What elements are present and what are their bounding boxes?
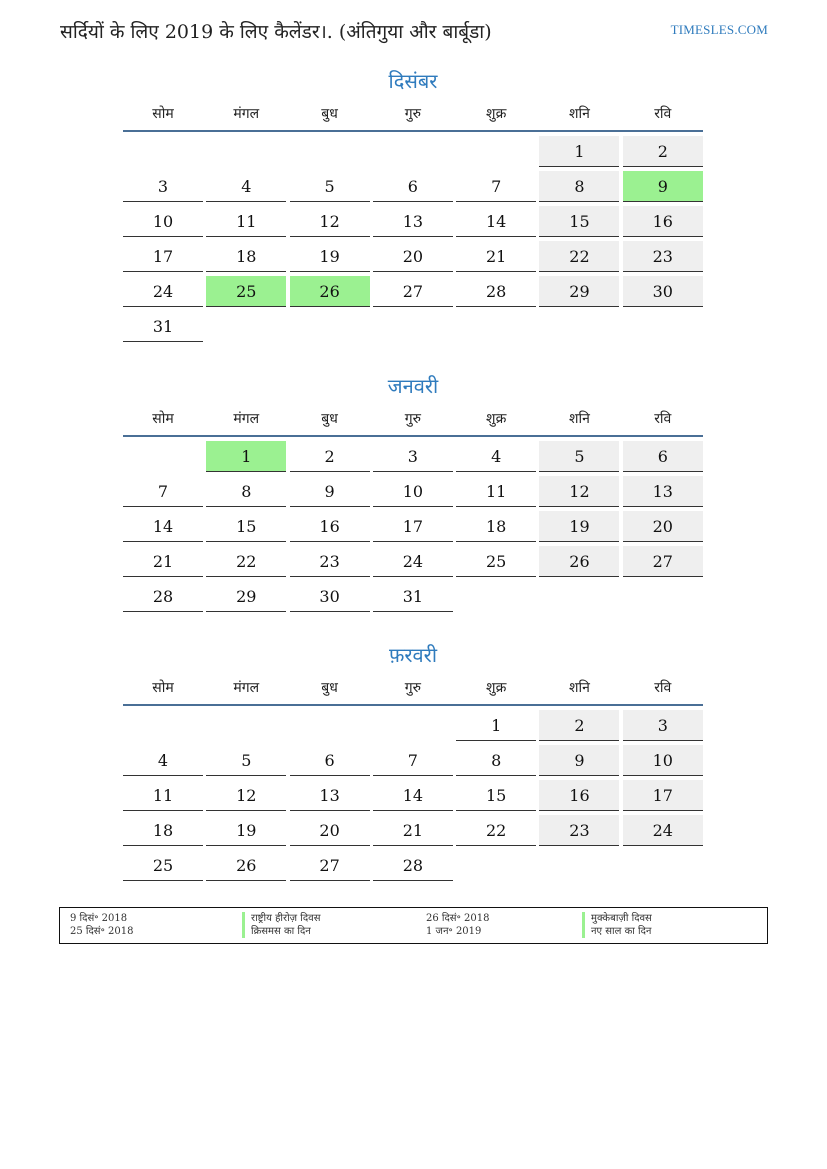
legend-date: 9 दिसं॰ 2018 [70, 913, 128, 924]
weekday-label: रवि [654, 411, 672, 427]
weekday-label: सोम [152, 106, 174, 122]
day-cell[interactable]: 25 [206, 276, 286, 307]
empty-cell [206, 136, 286, 167]
day-cell[interactable]: 9 [290, 476, 370, 507]
day-cell[interactable]: 9 [623, 171, 703, 202]
day-cell[interactable]: 9 [539, 745, 619, 776]
empty-cell [123, 441, 203, 472]
day-cell[interactable]: 7 [373, 745, 453, 776]
day-cell[interactable]: 24 [123, 276, 203, 307]
day-cell[interactable]: 14 [123, 511, 203, 542]
day-cell[interactable]: 31 [123, 311, 203, 342]
day-cell[interactable]: 16 [539, 780, 619, 811]
day-cell[interactable]: 24 [373, 546, 453, 577]
day-grid [123, 136, 703, 342]
empty-cell [206, 710, 286, 741]
brand-link[interactable]: TIMESLES.COM [670, 22, 768, 37]
day-cell[interactable]: 16 [623, 206, 703, 237]
day-cell[interactable]: 27 [373, 276, 453, 307]
day-cell[interactable]: 20 [373, 241, 453, 272]
day-cell[interactable]: 19 [539, 511, 619, 542]
weekday-label: शनि [569, 680, 590, 696]
day-cell[interactable]: 21 [123, 546, 203, 577]
day-cell[interactable]: 19 [206, 815, 286, 846]
empty-cell [123, 710, 203, 741]
empty-cell [290, 710, 370, 741]
weekday-label: शुक्र [486, 106, 507, 122]
day-cell[interactable]: 8 [206, 476, 286, 507]
day-cell[interactable]: 5 [539, 441, 619, 472]
legend-date: 25 दिसं॰ 2018 [70, 926, 134, 937]
weekday-label: रवि [654, 106, 672, 122]
weekday-label: शनि [569, 411, 590, 427]
weekday-label: गुरु [404, 106, 422, 122]
day-cell[interactable]: 12 [290, 206, 370, 237]
holiday-legend [59, 907, 768, 944]
day-cell[interactable]: 18 [456, 511, 536, 542]
day-cell[interactable]: 14 [373, 780, 453, 811]
day-cell[interactable]: 24 [623, 815, 703, 846]
weekday-label: शुक्र [486, 411, 507, 427]
day-cell[interactable]: 29 [539, 276, 619, 307]
empty-cell [373, 136, 453, 167]
weekday-label: मंगल [233, 680, 260, 696]
day-cell[interactable]: 5 [290, 171, 370, 202]
empty-cell [373, 710, 453, 741]
day-cell[interactable]: 26 [539, 546, 619, 577]
day-cell[interactable]: 27 [623, 546, 703, 577]
weekday-label: गुरु [404, 680, 422, 696]
day-cell[interactable]: 10 [123, 206, 203, 237]
weekday-header [123, 674, 703, 704]
day-cell[interactable]: 28 [373, 850, 453, 881]
day-cell[interactable]: 8 [456, 745, 536, 776]
day-cell[interactable]: 25 [123, 850, 203, 881]
empty-cell [290, 136, 370, 167]
day-cell[interactable]: 29 [206, 581, 286, 612]
day-cell[interactable]: 22 [456, 815, 536, 846]
day-cell[interactable]: 17 [123, 241, 203, 272]
day-cell[interactable]: 12 [539, 476, 619, 507]
legend-holiday-name: राष्ट्रीय हीरोज़ दिवस [242, 912, 321, 925]
day-grid [123, 441, 703, 612]
day-cell[interactable]: 28 [456, 276, 536, 307]
day-cell[interactable]: 21 [373, 815, 453, 846]
day-cell[interactable]: 6 [373, 171, 453, 202]
day-cell[interactable]: 22 [539, 241, 619, 272]
legend-holiday-name: नए साल का दिन [582, 925, 651, 938]
day-cell[interactable]: 15 [539, 206, 619, 237]
page-title: सर्दियों के लिए 2019 के लिए कैलेंडर।. (अंतिगुया और बार्बूडा) [60, 21, 492, 43]
day-cell[interactable]: 26 [290, 276, 370, 307]
day-cell[interactable]: 2 [623, 136, 703, 167]
month-title: जनवरी [387, 374, 439, 398]
weekday-header [123, 405, 703, 435]
empty-cell [123, 136, 203, 167]
day-cell[interactable]: 11 [206, 206, 286, 237]
day-cell[interactable]: 14 [456, 206, 536, 237]
weekday-label: सोम [152, 411, 174, 427]
day-cell[interactable]: 1 [539, 136, 619, 167]
day-cell[interactable]: 6 [290, 745, 370, 776]
day-cell[interactable]: 2 [539, 710, 619, 741]
day-cell[interactable]: 19 [290, 241, 370, 272]
day-cell[interactable]: 4 [123, 745, 203, 776]
month-february [123, 640, 703, 881]
day-cell[interactable]: 18 [123, 815, 203, 846]
day-cell[interactable]: 23 [290, 546, 370, 577]
legend-row [70, 912, 757, 925]
weekday-label: शुक्र [486, 680, 507, 696]
legend-holiday-name: क्रिसमस का दिन [242, 925, 311, 938]
day-cell[interactable]: 3 [373, 441, 453, 472]
header-divider [123, 130, 703, 132]
weekday-label: मंगल [233, 106, 260, 122]
empty-cell [456, 136, 536, 167]
day-cell[interactable]: 3 [123, 171, 203, 202]
weekday-label: मंगल [233, 411, 260, 427]
month-title: फ़रवरी [388, 643, 438, 667]
day-cell[interactable]: 17 [623, 780, 703, 811]
day-cell[interactable]: 12 [206, 780, 286, 811]
day-cell[interactable]: 7 [123, 476, 203, 507]
weekday-label: बुध [321, 106, 338, 122]
legend-holiday-name: मुक्केबाज़ी दिवस [582, 912, 652, 925]
day-cell[interactable]: 16 [290, 511, 370, 542]
day-cell[interactable]: 17 [373, 511, 453, 542]
month-title: दिसंबर [388, 69, 438, 93]
weekday-label: बुध [321, 411, 338, 427]
day-cell[interactable]: 26 [206, 850, 286, 881]
day-cell[interactable]: 5 [206, 745, 286, 776]
day-cell[interactable]: 20 [623, 511, 703, 542]
day-cell[interactable]: 4 [206, 171, 286, 202]
day-cell[interactable]: 11 [123, 780, 203, 811]
day-cell[interactable]: 27 [290, 850, 370, 881]
legend-date: 26 दिसं॰ 2018 [426, 913, 490, 924]
weekday-label: सोम [152, 680, 174, 696]
weekday-label: शनि [569, 106, 590, 122]
day-cell[interactable]: 4 [456, 441, 536, 472]
day-cell[interactable]: 1 [206, 441, 286, 472]
month-december [123, 66, 703, 342]
legend-row [70, 925, 757, 938]
day-cell[interactable]: 8 [539, 171, 619, 202]
weekday-label: गुरु [404, 411, 422, 427]
header-divider [123, 435, 703, 437]
day-cell[interactable]: 28 [123, 581, 203, 612]
day-grid [123, 710, 703, 881]
day-cell[interactable]: 13 [623, 476, 703, 507]
day-cell[interactable]: 10 [623, 745, 703, 776]
day-cell[interactable]: 21 [456, 241, 536, 272]
day-cell[interactable]: 18 [206, 241, 286, 272]
header-divider [123, 704, 703, 706]
day-cell[interactable]: 13 [373, 206, 453, 237]
day-cell[interactable]: 25 [456, 546, 536, 577]
day-cell[interactable]: 30 [290, 581, 370, 612]
day-cell[interactable]: 7 [456, 171, 536, 202]
weekday-label: रवि [654, 680, 672, 696]
day-cell[interactable]: 11 [456, 476, 536, 507]
day-cell[interactable]: 10 [373, 476, 453, 507]
day-cell[interactable]: 30 [623, 276, 703, 307]
day-cell[interactable]: 22 [206, 546, 286, 577]
day-cell[interactable]: 3 [623, 710, 703, 741]
day-cell[interactable]: 15 [206, 511, 286, 542]
day-cell[interactable]: 20 [290, 815, 370, 846]
weekday-header [123, 100, 703, 130]
day-cell[interactable]: 13 [290, 780, 370, 811]
day-cell[interactable]: 31 [373, 581, 453, 612]
day-cell[interactable]: 1 [456, 710, 536, 741]
legend-date: 1 जन॰ 2019 [426, 926, 482, 937]
day-cell[interactable]: 23 [623, 241, 703, 272]
day-cell[interactable]: 2 [290, 441, 370, 472]
weekday-label: बुध [321, 680, 338, 696]
day-cell[interactable]: 15 [456, 780, 536, 811]
day-cell[interactable]: 6 [623, 441, 703, 472]
day-cell[interactable]: 23 [539, 815, 619, 846]
month-january [123, 371, 703, 612]
